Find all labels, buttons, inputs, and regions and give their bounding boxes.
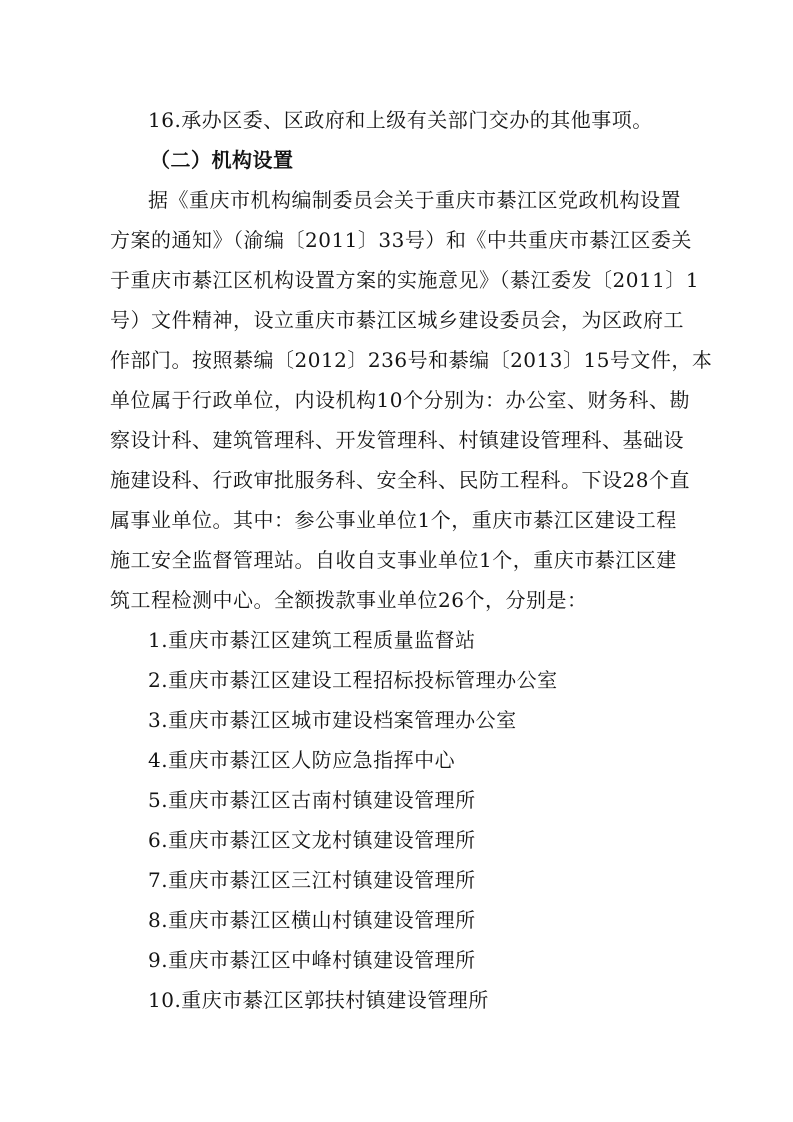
section-heading: （二）机构设置 <box>150 148 294 172</box>
item-16: 16.承办区委、区政府和上级有关部门交办的其他事项。 <box>148 108 653 132</box>
list-item: 7.重庆市綦江区三江村镇建设管理所 <box>148 868 476 892</box>
body-line: 察设计科、建筑管理科、开发管理科、村镇建设管理科、基础设 <box>110 428 684 452</box>
body-line: 属事业单位。其中：参公事业单位1个，重庆市綦江区建设工程 <box>110 508 677 532</box>
body-line: 施建设科、行政审批服务科、安全科、民防工程科。下设28个直 <box>110 468 690 492</box>
list-item: 5.重庆市綦江区古南村镇建设管理所 <box>148 788 476 812</box>
body-line: 作部门。按照綦编〔2012〕236号和綦编〔2013〕15号文件，本 <box>110 348 713 372</box>
body-line: 方案的通知》（渝编〔2011〕33号）和《中共重庆市綦江区委关 <box>110 228 692 252</box>
list-item: 9.重庆市綦江区中峰村镇建设管理所 <box>148 948 476 972</box>
body-line: 于重庆市綦江区机构设置方案的实施意见》（綦江委发〔2011〕1 <box>110 268 700 292</box>
body-line: 号）文件精神，设立重庆市綦江区城乡建设委员会，为区政府工 <box>110 308 684 332</box>
list-item: 3.重庆市綦江区城市建设档案管理办公室 <box>148 708 517 732</box>
list-item: 10.重庆市綦江区郭扶村镇建设管理所 <box>148 988 489 1012</box>
list-item: 8.重庆市綦江区横山村镇建设管理所 <box>148 908 476 932</box>
list-item: 4.重庆市綦江区人防应急指挥中心 <box>148 748 456 772</box>
list-item: 6.重庆市綦江区文龙村镇建设管理所 <box>148 828 476 852</box>
body-line: 据《重庆市机构编制委员会关于重庆市綦江区党政机构设置 <box>148 188 681 212</box>
list-item: 2.重庆市綦江区建设工程招标投标管理办公室 <box>148 668 558 692</box>
list-item: 1.重庆市綦江区建筑工程质量监督站 <box>148 628 476 652</box>
body-line: 筑工程检测中心。全额拨款事业单位26个，分别是： <box>110 588 588 612</box>
body-line: 施工安全监督管理站。自收自支事业单位1个，重庆市綦江区建 <box>110 548 677 572</box>
body-line: 单位属于行政单位，内设机构10个分别为：办公室、财务科、勘 <box>110 388 690 412</box>
